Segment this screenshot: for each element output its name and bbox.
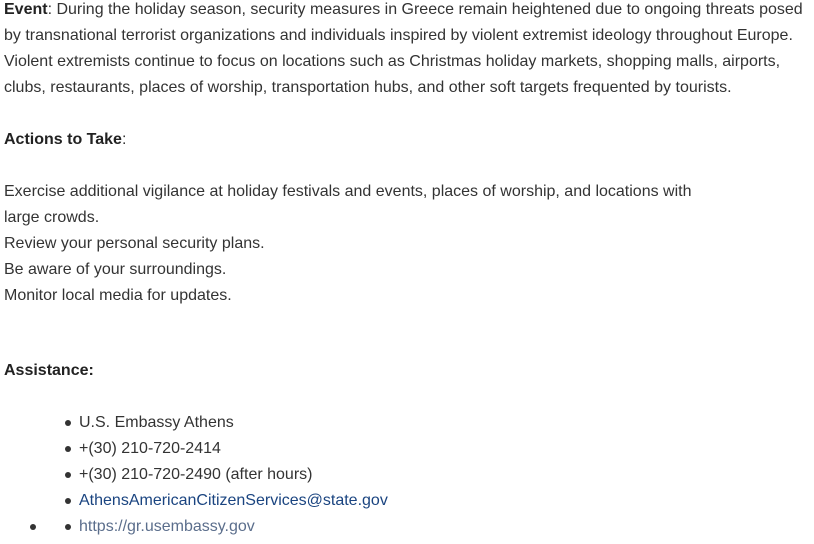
event-label: Event xyxy=(4,1,48,18)
assistance-item-email xyxy=(79,488,388,514)
website-link[interactable]: https://gr.usembassy.gov xyxy=(79,518,255,535)
event-paragraph xyxy=(4,0,804,101)
actions-heading xyxy=(4,127,804,153)
actions-heading-suffix: : xyxy=(121,131,127,148)
assistance-item-phone: +(30) 210-720-2414 xyxy=(79,436,388,462)
assistance-item-website xyxy=(79,514,388,540)
action-item: Be aware of your surroundings. xyxy=(4,257,714,283)
event-text: : During the holiday season, security measures in Greece remain heightened due to ongoing threats posed by transnational terrorist organizations and individuals inspired by violent extremist ideology throughout Europe. Violent extremists continue to focus on locations such as Christmas holiday markets, shopping malls, airports, clubs, restaurants, places of worship, transportation hubs, and other soft targets frequented by tourists. xyxy=(4,1,803,96)
alert-content xyxy=(4,0,804,309)
actions-heading-label: Actions to Take xyxy=(4,131,122,148)
assistance-heading: Assistance: xyxy=(4,362,94,379)
stray-bullet xyxy=(30,524,36,530)
action-item: Review your personal security plans. xyxy=(4,231,714,257)
action-item: Exercise additional vigilance at holiday festivals and events, places of worship, and locations with large crowds. xyxy=(4,179,714,231)
email-link[interactable]: AthensAmericanCitizenServices@state.gov xyxy=(79,492,388,509)
assistance-list xyxy=(79,410,388,540)
assistance-item-embassy: U.S. Embassy Athens xyxy=(79,410,388,436)
action-item: Monitor local media for updates. xyxy=(4,283,714,309)
assistance-item-phone-after-hours: +(30) 210-720-2490 (after hours) xyxy=(79,462,388,488)
actions-list xyxy=(4,179,714,309)
